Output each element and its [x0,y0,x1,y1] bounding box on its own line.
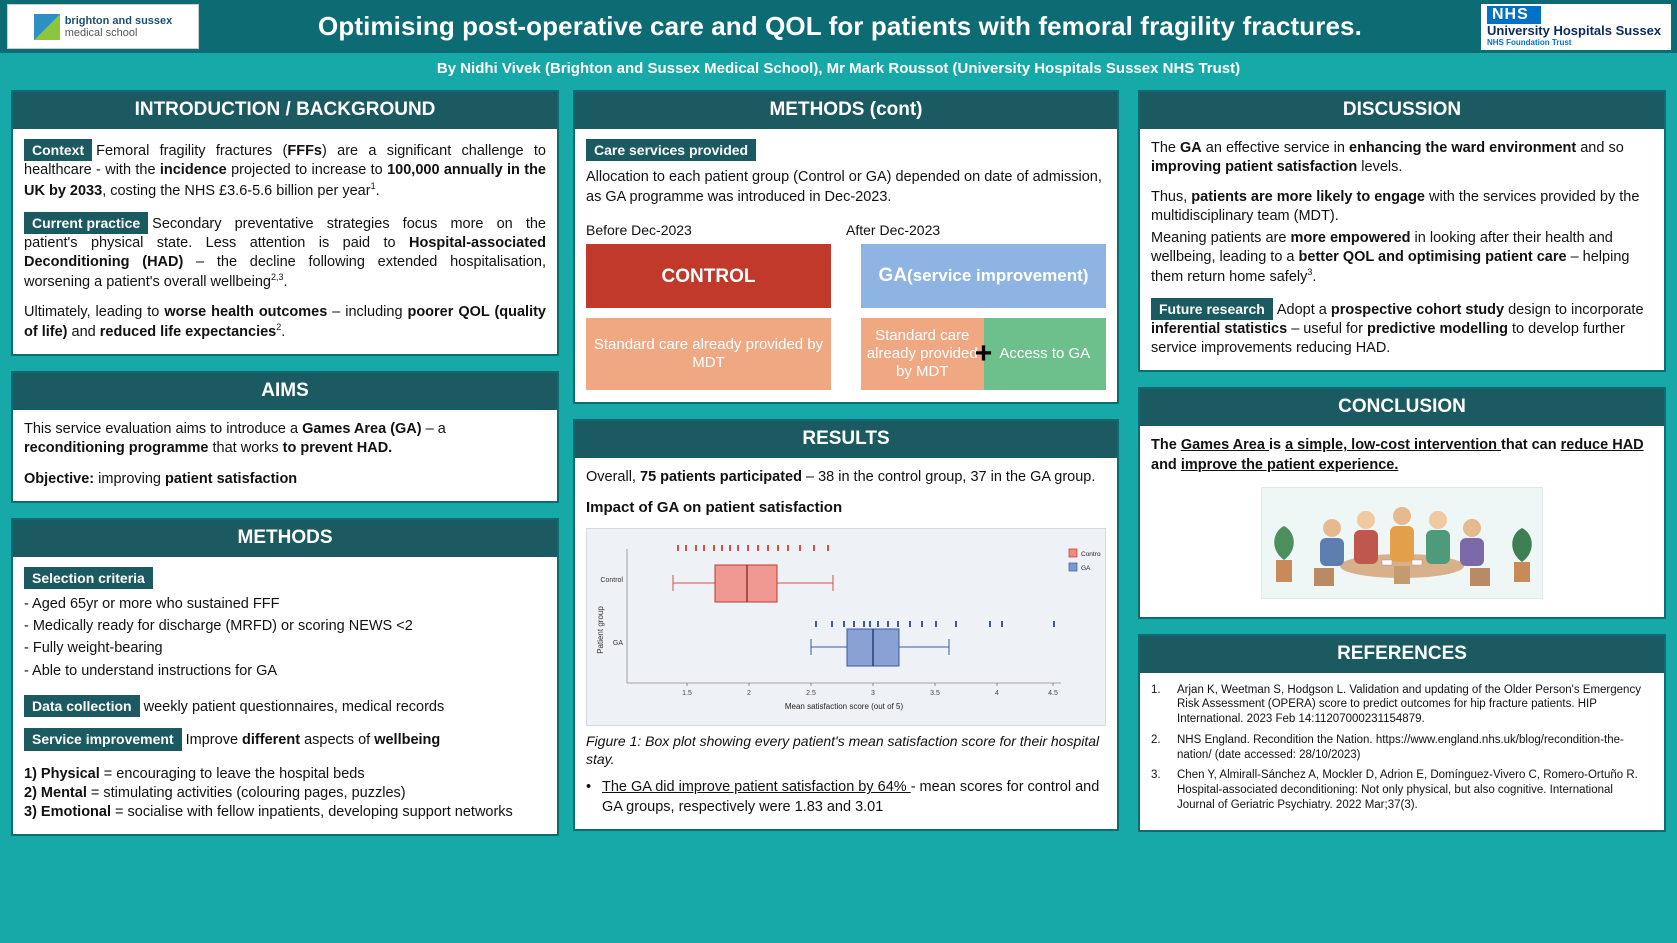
panel-aims [11,371,559,502]
methods-service-c: aspects of [300,732,375,749]
reference-text: Arjan K, Weetman S, Hodgson L. Validation and updating of the Older Person's Emergency Risk Assessment (OPERA) score to predict outcomes for hip fracture patients. HIP International. 2023 Feb 14:11207000231154879. [1177,683,1641,726]
svg-text:2: 2 [747,690,751,698]
disc-p4-g: to develop further service improvements reducing HAD. [1151,321,1625,357]
conclusion-illustration [1261,487,1543,599]
tag-future-research: Future research [1151,298,1273,320]
label-after-dec-2023: After Dec-2023 [846,221,941,238]
intro-paragraph-1 [24,139,546,201]
panel-conclusion [1138,387,1666,618]
disc-p4-a: Adopt a [1276,301,1331,318]
reference-text: Chen Y, Almirall-Sánchez A, Mockler D, Adrion E, Domínguez-Vivero C, Romero-Ortuño R. Hospital-associated deconditioning: Not only physical, but also cognitive. International Journal of Geriatric Psychiatry. 2022 Mar;37(3). [1177,769,1638,811]
intro-p2-c: – the decline following extended hospitalisation, worsening a patient's overall wellbeing [24,254,546,291]
results-heading: RESULTS [575,421,1117,458]
label-before-dec-2023: Before Dec-2023 [586,221,692,238]
reference-text: NHS England. Recondition the Nation. https://www.england.nhs.uk/blog/recondition-the-nation/ (date accessed: 28/10/2023) [1177,733,1624,761]
nhs-trust-name: University Hospitals Sussex [1487,22,1662,38]
panel-references [1138,634,1666,833]
list-item: - Medically ready for discharge (MRFD) or scoring NEWS <2 [24,618,413,635]
intro-p1-g: , costing the NHS £3.6-5.6 billion per year [102,182,371,199]
results-bullet-text [602,778,1106,817]
disc-p3-sup: 3 [1307,266,1313,277]
ga-standard-care-box: Standard care already provided by MDT [861,318,984,390]
results-bullet-b: - mean scores for control and GA groups, respectively were 1.83 and 3.01 [602,779,1100,815]
aims-p1-d: reconditioning programme [24,440,209,457]
ga-subrow [861,318,1106,390]
discussion-paragraph-1 [1151,139,1653,177]
svg-text:GA: GA [612,640,623,648]
methods-wellbeing-list [24,765,546,822]
list-item: - Able to understand instructions for GA [24,662,278,679]
allocation-diagram [586,244,1106,390]
tag-care-services: Care services provided [586,139,756,161]
ga-branch [861,244,1106,390]
reference-item [1151,768,1653,812]
methods-heading: METHODS [13,520,557,557]
intro-p2-b: Hospital-associated Deconditioning (HAD) [24,235,546,271]
aims-p1-e: that works [208,440,283,457]
intro-p3-f: reduced life expectancies [99,324,277,341]
ga-access-box: Access to GA [984,318,1107,390]
aims-heading: AIMS [13,373,557,410]
aims-p1-a: This service evaluation aims to introduce a [24,421,303,438]
disc-p1-g: levels. [1357,159,1403,176]
bsms-logo-text [65,15,173,39]
tag-current-practice: Current practice [24,212,148,234]
disc-p3-c: in looking after their health and wellbeing, leading to a [1151,229,1613,265]
methods-criteria-list [24,595,546,681]
concl-b: Games Area [1180,437,1269,454]
intro-p1-b: FFFs [287,143,322,159]
aims-objective-a: improving [94,470,166,487]
results-p1-a: Overall, [586,469,640,486]
disc-p1-f: improving patient satisfaction [1151,159,1358,176]
concl-e: that can [1501,437,1561,454]
list-item: - Fully weight-bearing [24,640,163,657]
introduction-heading: INTRODUCTION / BACKGROUND [13,92,557,129]
disc-p4-c: design to incorporate [1504,301,1644,318]
boxplot-figure [586,528,1106,726]
disc-p2-b: patients are more likely to engage [1191,189,1425,206]
methods-item-1-label: 2) Mental [24,784,87,801]
methods-cont-paragraph: Allocation to each patient group (Control or GA) depended on date of admission, as GA programme was introduced in Dec-2023. [586,169,1102,205]
bsms-logo-line1: brighton and sussex [64,14,173,27]
panel-methods-cont [573,90,1119,404]
concl-g: and [1151,456,1181,473]
right-column [1138,90,1666,847]
intro-p1-sup: 1 [370,180,376,191]
discussion-paragraph-3 [1151,229,1653,287]
results-p1-b: 75 patients participated [640,469,802,486]
bsms-logo-line2: medical school [64,26,138,39]
methods-data-collection [24,695,546,717]
tag-service-improvement: Service improvement [24,728,182,750]
intro-paragraph-3 [24,303,546,342]
discussion-body [1140,129,1664,370]
svg-text:3: 3 [871,690,875,698]
introduction-body [13,129,557,354]
results-bullet [586,778,1106,817]
methods-cont-body [575,129,1117,402]
intro-p1-f: 100,000 annually in the UK by 2033 [24,162,546,199]
reference-item [1151,683,1653,727]
intro-p2-end: . [283,274,288,291]
control-standard-care-box: Standard care already provided by MDT [586,318,831,390]
left-column [11,90,559,851]
nhs-logo [1481,4,1671,50]
bsms-logo-mark [34,14,60,40]
intro-p1-end: . [375,182,380,199]
references-heading: REFERENCES [1140,636,1664,673]
disc-p3-b: more empowered [1290,229,1411,246]
methods-item-1-text: = stimulating activities (colouring pages, puzzles) [86,784,406,801]
allocation-diagram-labels [586,221,1106,239]
concl-h: improve the patient experience. [1180,456,1399,473]
nhs-trust-sub: NHS Foundation Trust [1487,37,1572,47]
ga-box-line1: GA [878,265,908,287]
references-body [1140,673,1664,831]
svg-text:4.5: 4.5 [1048,690,1058,698]
aims-p1-b: Games Area (GA) [302,421,422,438]
disc-p4-e: – useful for [1287,321,1367,338]
intro-p3-e: and [67,324,100,341]
discussion-paragraph-2 [1151,188,1653,226]
tag-selection-criteria: Selection criteria [24,567,153,589]
disc-p3-end: . [1312,268,1317,285]
poster-header [0,0,1677,53]
methods-selection-tagline [24,567,546,589]
ga-box-line2: (service improvement) [907,266,1089,286]
results-p1-c: – 38 in the control group, 37 in the GA group. [801,469,1096,486]
methods-service-a: Improve [185,732,243,749]
panel-methods [11,518,559,836]
concl-a: The [1151,437,1181,454]
tag-context: Context [24,139,92,161]
bsms-logo [7,4,199,49]
middle-column [573,90,1119,846]
conclusion-body [1140,426,1664,616]
aims-objective [24,470,546,489]
svg-text:Control: Control [600,577,623,585]
disc-p3-d: better QOL and optimising patient care [1298,248,1567,265]
methods-service-improvement [24,728,546,750]
ga-box [861,244,1106,308]
intro-p3-end: . [281,324,286,341]
panel-discussion [1138,90,1666,372]
intro-p3-b: worse health outcomes [164,304,328,321]
discussion-heading: DISCUSSION [1140,92,1664,129]
methods-item-2-text: = socialise with fellow inpatients, developing support networks [111,803,513,820]
disc-p2-c: with the services provided by the multidisciplinary team (MDT). [1151,189,1640,225]
svg-text:1.5: 1.5 [682,690,692,698]
svg-text:Mean satisfaction score (out o: Mean satisfaction score (out of 5) [784,702,904,712]
disc-p2-a: Thus, [1151,189,1192,206]
methods-item-0-text: = encouraging to leave the hospital beds [99,765,365,782]
reference-number: 2. [1151,733,1161,746]
disc-p3-e: – helping them return home safely [1151,248,1630,285]
tag-data-collection: Data collection [24,695,140,717]
methods-data-text: weekly patient questionnaires, medical records [143,698,445,715]
older-adults-playing-games-illustration [1262,488,1542,598]
intro-p1-c: ) are a significant challenge to healthcare - with the [24,143,546,179]
reference-number: 3. [1151,769,1161,782]
disc-p4-d: inferential statistics [1151,321,1288,338]
conclusion-heading: CONCLUSION [1140,389,1664,426]
svg-text:2.5: 2.5 [806,690,816,698]
concl-f: reduce HAD [1560,437,1644,454]
intro-p3-c: – including [327,304,408,321]
figure-caption: Figure 1: Box plot showing every patient's mean satisfaction score for their hospital stay. [586,733,1100,768]
methods-service-d: wellbeing [374,732,441,749]
plus-icon: + [974,337,993,371]
results-body [575,458,1117,829]
methods-cont-care-tagline [586,139,1106,161]
svg-text:3.5: 3.5 [930,690,940,698]
results-chart-subheading: Impact of GA on patient satisfaction [586,499,843,517]
poster-title: Optimising post-operative care and QOL for patients with femoral fragility fractures. [318,11,1362,41]
disc-p1-b: GA [1180,140,1202,156]
aims-objective-b: patient satisfaction [165,470,298,487]
disc-p1-d: enhancing the ward environment [1349,140,1577,156]
aims-body [13,410,557,500]
boxplot-svg [591,535,1101,715]
intro-p2-sup: 2,3 [271,272,284,283]
panel-results [573,419,1119,831]
aims-paragraph-1 [24,420,546,458]
methods-service-b: different [242,732,301,749]
svg-text:Patient group: Patient group [596,606,605,654]
disc-p1-a: The [1151,140,1181,156]
control-box: CONTROL [586,244,831,308]
disc-p3-a: Meaning patients are [1151,229,1291,246]
methods-cont-heading: METHODS (cont) [575,92,1117,129]
reference-item [1151,733,1653,762]
reference-number: 1. [1151,683,1161,696]
intro-p3-a: Ultimately, leading to [24,304,165,321]
intro-p1-e: projected to increase to [226,162,388,179]
aims-p1-f: to prevent HAD. [282,440,393,457]
intro-paragraph-2 [24,212,546,293]
control-branch [586,244,831,390]
conclusion-text [1151,436,1653,474]
list-item: - Aged 65yr or more who sustained FFF [24,596,280,613]
results-bullet-a: The GA did improve patient satisfaction by 64% [602,779,911,796]
disc-p1-c: an effective service in [1201,140,1349,156]
disc-p1-e: and so [1576,140,1624,156]
disc-p4-b: prospective cohort study [1330,301,1505,318]
control-subrow [586,318,831,390]
panel-introduction [11,90,559,356]
intro-p2-a: Secondary preventative strategies focus more on the patient's physical state. Less attention is paid to [24,215,546,252]
intro-p1-d: incidence [159,162,227,179]
disc-p4-f: predictive modelling [1366,321,1508,338]
aims-objective-label: Objective: [24,470,95,487]
svg-text:GA: GA [1081,565,1091,573]
methods-item-0-label: 1) Physical [24,765,100,782]
concl-d: a simple, low-cost intervention [1285,437,1502,454]
methods-body [13,557,557,834]
intro-p1-a: Femoral fragility fractures ( [96,143,288,159]
discussion-paragraph-4 [1151,298,1653,359]
methods-item-2-label: 3) Emotional [24,803,112,820]
bullet-dot-icon: • [586,779,592,796]
results-paragraph-1 [586,468,1106,487]
author-byline: By Nidhi Vivek (Brighton and Sussex Medical School), Mr Mark Roussot (University Hospitals Sussex NHS Trust) [436,59,1241,77]
svg-text:4: 4 [995,690,999,698]
aims-p1-c: – a [421,421,446,438]
intro-p3-sup: 2 [276,322,282,333]
nhs-badge: NHS [1487,6,1541,24]
svg-text:Control: Control [1081,551,1101,559]
concl-c: is [1268,437,1286,454]
intro-p3-d: poorer QOL (quality of life) [24,304,546,341]
